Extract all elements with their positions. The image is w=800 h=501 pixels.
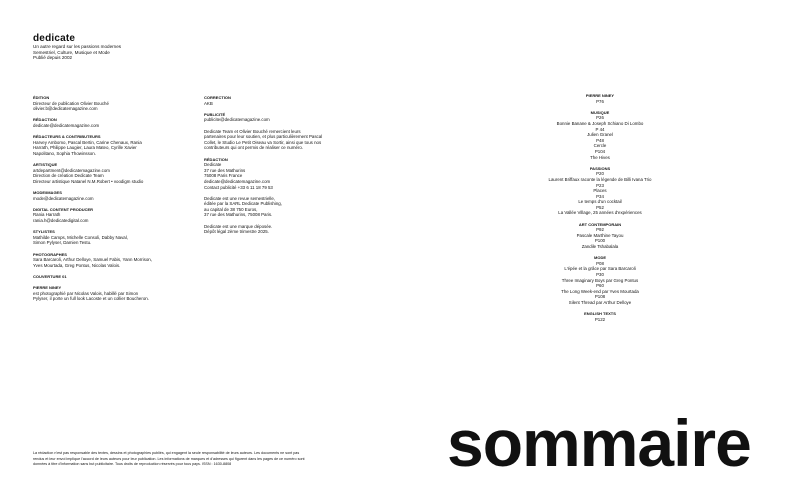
section-heading: ART CONTEMPORAIN [578,221,622,227]
section-heading: ARTISTIQUE [33,162,58,168]
text-line: Pylyser, il porte un full look Lacoste et un collier Boucheron. [33,296,149,302]
text-line: AKB [204,100,213,106]
col3-block [520,311,680,322]
text-line: 37 rue des Mathurins, 75008 Paris. [204,212,273,218]
magazine-name: dedicate [33,33,76,44]
text-line: est photographié par Nicolas Valois, habillé par Simon [33,290,139,296]
col3-block [520,166,680,216]
text-line: dedicate@dedicatemagazine.com [33,122,100,128]
col1-block [33,117,193,128]
text-line: Harvey Ambomo, Pascal Bertin, Carine Chenaux, Rania [33,139,142,145]
text-line: Dedicate est une revue semestrielle, [204,195,276,201]
text-line: Three Imaginary Boys par Greg Pontus [561,277,639,283]
page-title: sommaire [447,406,751,480]
text-line: Directeur artistique Natanel N.M.Robert • voodigm studio [33,178,144,184]
legal-notice [33,451,413,468]
section-heading: PIERRE NINEY [33,285,62,291]
text-line: mode@dedicatemagazine.com [33,195,94,201]
text-line: P23 [596,182,604,188]
text-line: publicite@dedicatemagazine.com [204,117,270,123]
text-line: P30 [596,272,604,277]
text-line: P48 [596,137,604,143]
col2-block [204,224,364,235]
text-line: au capital de 38 750 Euros, [204,206,258,212]
text-line: éditée par la SARL Dedicate Publishing, [204,201,282,207]
text-line: Rania Harrath [33,212,61,218]
text-line: Julien Granel [587,132,613,138]
legal-line: La rédaction n'est pas responsable des textes, dessins et photographies publiés, qui engagent la seule responsabilité de leurs auteurs. Les documents ne sont pas [33,451,300,455]
text-line: L'épée et la grâce par Sara Barcaroli [564,266,636,272]
col3-block [520,222,680,250]
tagline: Semestriel, Culture, Musique et Mode [33,49,110,55]
text-line: Sara Barcaroli, Arthur Delloye, Samuel Fabis, Yann Morrison, [33,257,152,263]
text-line: P08 [596,260,604,266]
tagline: Un autre regard sur les passions modernes [33,44,122,49]
text-line: Collet, le Studio Le Petit Oiseau va Sortir, ainsi que tous nos [204,139,322,145]
section-heading: MODE [594,255,606,261]
text-line: P52 [596,204,604,210]
text-line: P26 [596,115,604,121]
text-line: Le temps d'un cocktail [578,199,622,205]
text-line: P92 [596,227,604,233]
section-heading: PUBLICITÉ [204,111,226,117]
text-line: Contact publicité +33 6 11 18 79 53 [204,184,273,190]
text-line: P60 [596,283,604,289]
text-line: Dépôt légal 2ème trimestre 2025. [204,229,269,235]
legal-line: rendus et leur envoi implique l'accord de leurs auteurs pour leur publication. Les informations de marques et d'adresses qui figurent dans les pages de ce numéro sont [33,456,305,461]
text-line: contributeurs qui ont permis de réaliser ce numéro. [204,145,304,151]
text-line: P108 [594,294,606,300]
col1-block [33,134,193,156]
text-line: Harrath, Philippe Laugier, Laura Mateo, Cyrille Xavier [33,145,137,151]
section-heading: ÉDITION [33,95,50,100]
col3-block [520,110,680,160]
section-heading: CORRECTION [204,95,231,100]
text-line: Direction de création Dedicate Team [33,173,104,179]
col1-block [33,229,193,246]
text-line: Simon Pylyser, Damien Testu. [33,240,92,246]
text-line: olivier.b@dedicatemagazine.com [33,106,98,112]
section-heading: RÉDACTION [204,156,228,162]
text-line: 75008 Paris France [204,173,243,179]
col2-block [204,95,364,106]
text-line: Directeur de publication Olivier Bouché [33,100,109,106]
section-heading: RÉDACTEURS & CONTRIBUTEURS [33,134,101,140]
contents-column [520,93,680,328]
text-line: Laurent Briffaux raconte la légende de Billi Ivana Trio [548,176,652,182]
col1-block [33,162,193,184]
text-line: artdepartment@dedicatemagazine.com [33,167,110,173]
col3-block [520,255,680,305]
text-line: La Vallée Village, 25 années d'expériences [558,210,642,216]
text-line: P20 [596,171,604,177]
text-line: Places [593,188,607,194]
text-line: The Hives [590,154,610,160]
text-line: rania.h@dedicatedigital.com [33,218,89,224]
col2-block [204,196,364,218]
section-heading: MODE/IMAGES [33,190,62,196]
text-line: Silent Thread par Arthur Delloye [568,299,632,305]
section-heading: PHOTOGRAPHES [33,251,67,257]
text-line: P104 [594,148,606,154]
text-line: Mathilde Camps, Michelle Consoli, Dabby Naval, [33,234,128,240]
section-heading: STYLISTES [33,229,55,235]
text-line: Yves Mourtada, Greg Pontus, Nicolas Valois. [33,262,121,268]
section-heading: COUVERTURE 01 [33,274,67,279]
section-heading: PASSIONS [589,165,611,171]
section-heading: RÉDACTION [33,117,57,123]
col2-block [204,129,364,151]
text-line: Bonnie Banane & Joseph Schiano Di Lombo [556,120,644,126]
col1-block [33,95,193,112]
col1-block [33,274,193,280]
text-line: Dedicate est une marque déposée. [204,223,273,229]
col1-block [33,207,193,224]
text-line: P76 [596,98,604,104]
text-line: Napolitano, Sophia Thowinsson. [33,150,96,156]
text-line: Dedicate Team et Olivier Bouché remercient leurs [204,128,301,134]
section-heading: DIGITAL CONTENT PRODUCER [33,206,94,212]
text-line: P 44 [595,126,605,132]
col2-block [204,157,364,191]
text-line: Cercle [593,143,607,149]
col3-block [520,93,680,104]
section-heading: MUSIQUE [590,109,610,115]
section-heading: PIERRE NINEY [585,93,615,98]
text-line: Zandile Tshabalala [581,244,619,250]
credits-column-left [33,95,193,308]
text-line: P34 [596,193,604,199]
tagline: Publié depuis 2002 [33,55,73,61]
col1-block [33,285,193,302]
text-line: The Long Week-end par Yves Mourtada [561,288,639,294]
text-line: dedicate@dedicatemagazine.com [204,178,271,184]
masthead [33,33,121,61]
text-line: Pascale Marthine Tayou [576,232,624,238]
text-line: Dedicate [204,162,222,168]
col2-block [204,112,364,123]
text-line: P100 [594,238,606,244]
legal-line: données à titre d'information sans but publicitaire. Tous droits de reproduction réservés pour tous pays. ISSN : 1630-8808 [33,462,232,467]
text-line: 37 rue des Mathurins [204,167,246,173]
col1-block [33,190,193,201]
text-line: P122 [594,316,606,322]
col1-block [33,252,193,269]
credits-column-middle [204,95,364,240]
text-line: partenaires pour leur soutien, et plus particulièrement Pascal [204,134,323,140]
section-heading: ENGLISH TEXTS [584,311,616,317]
